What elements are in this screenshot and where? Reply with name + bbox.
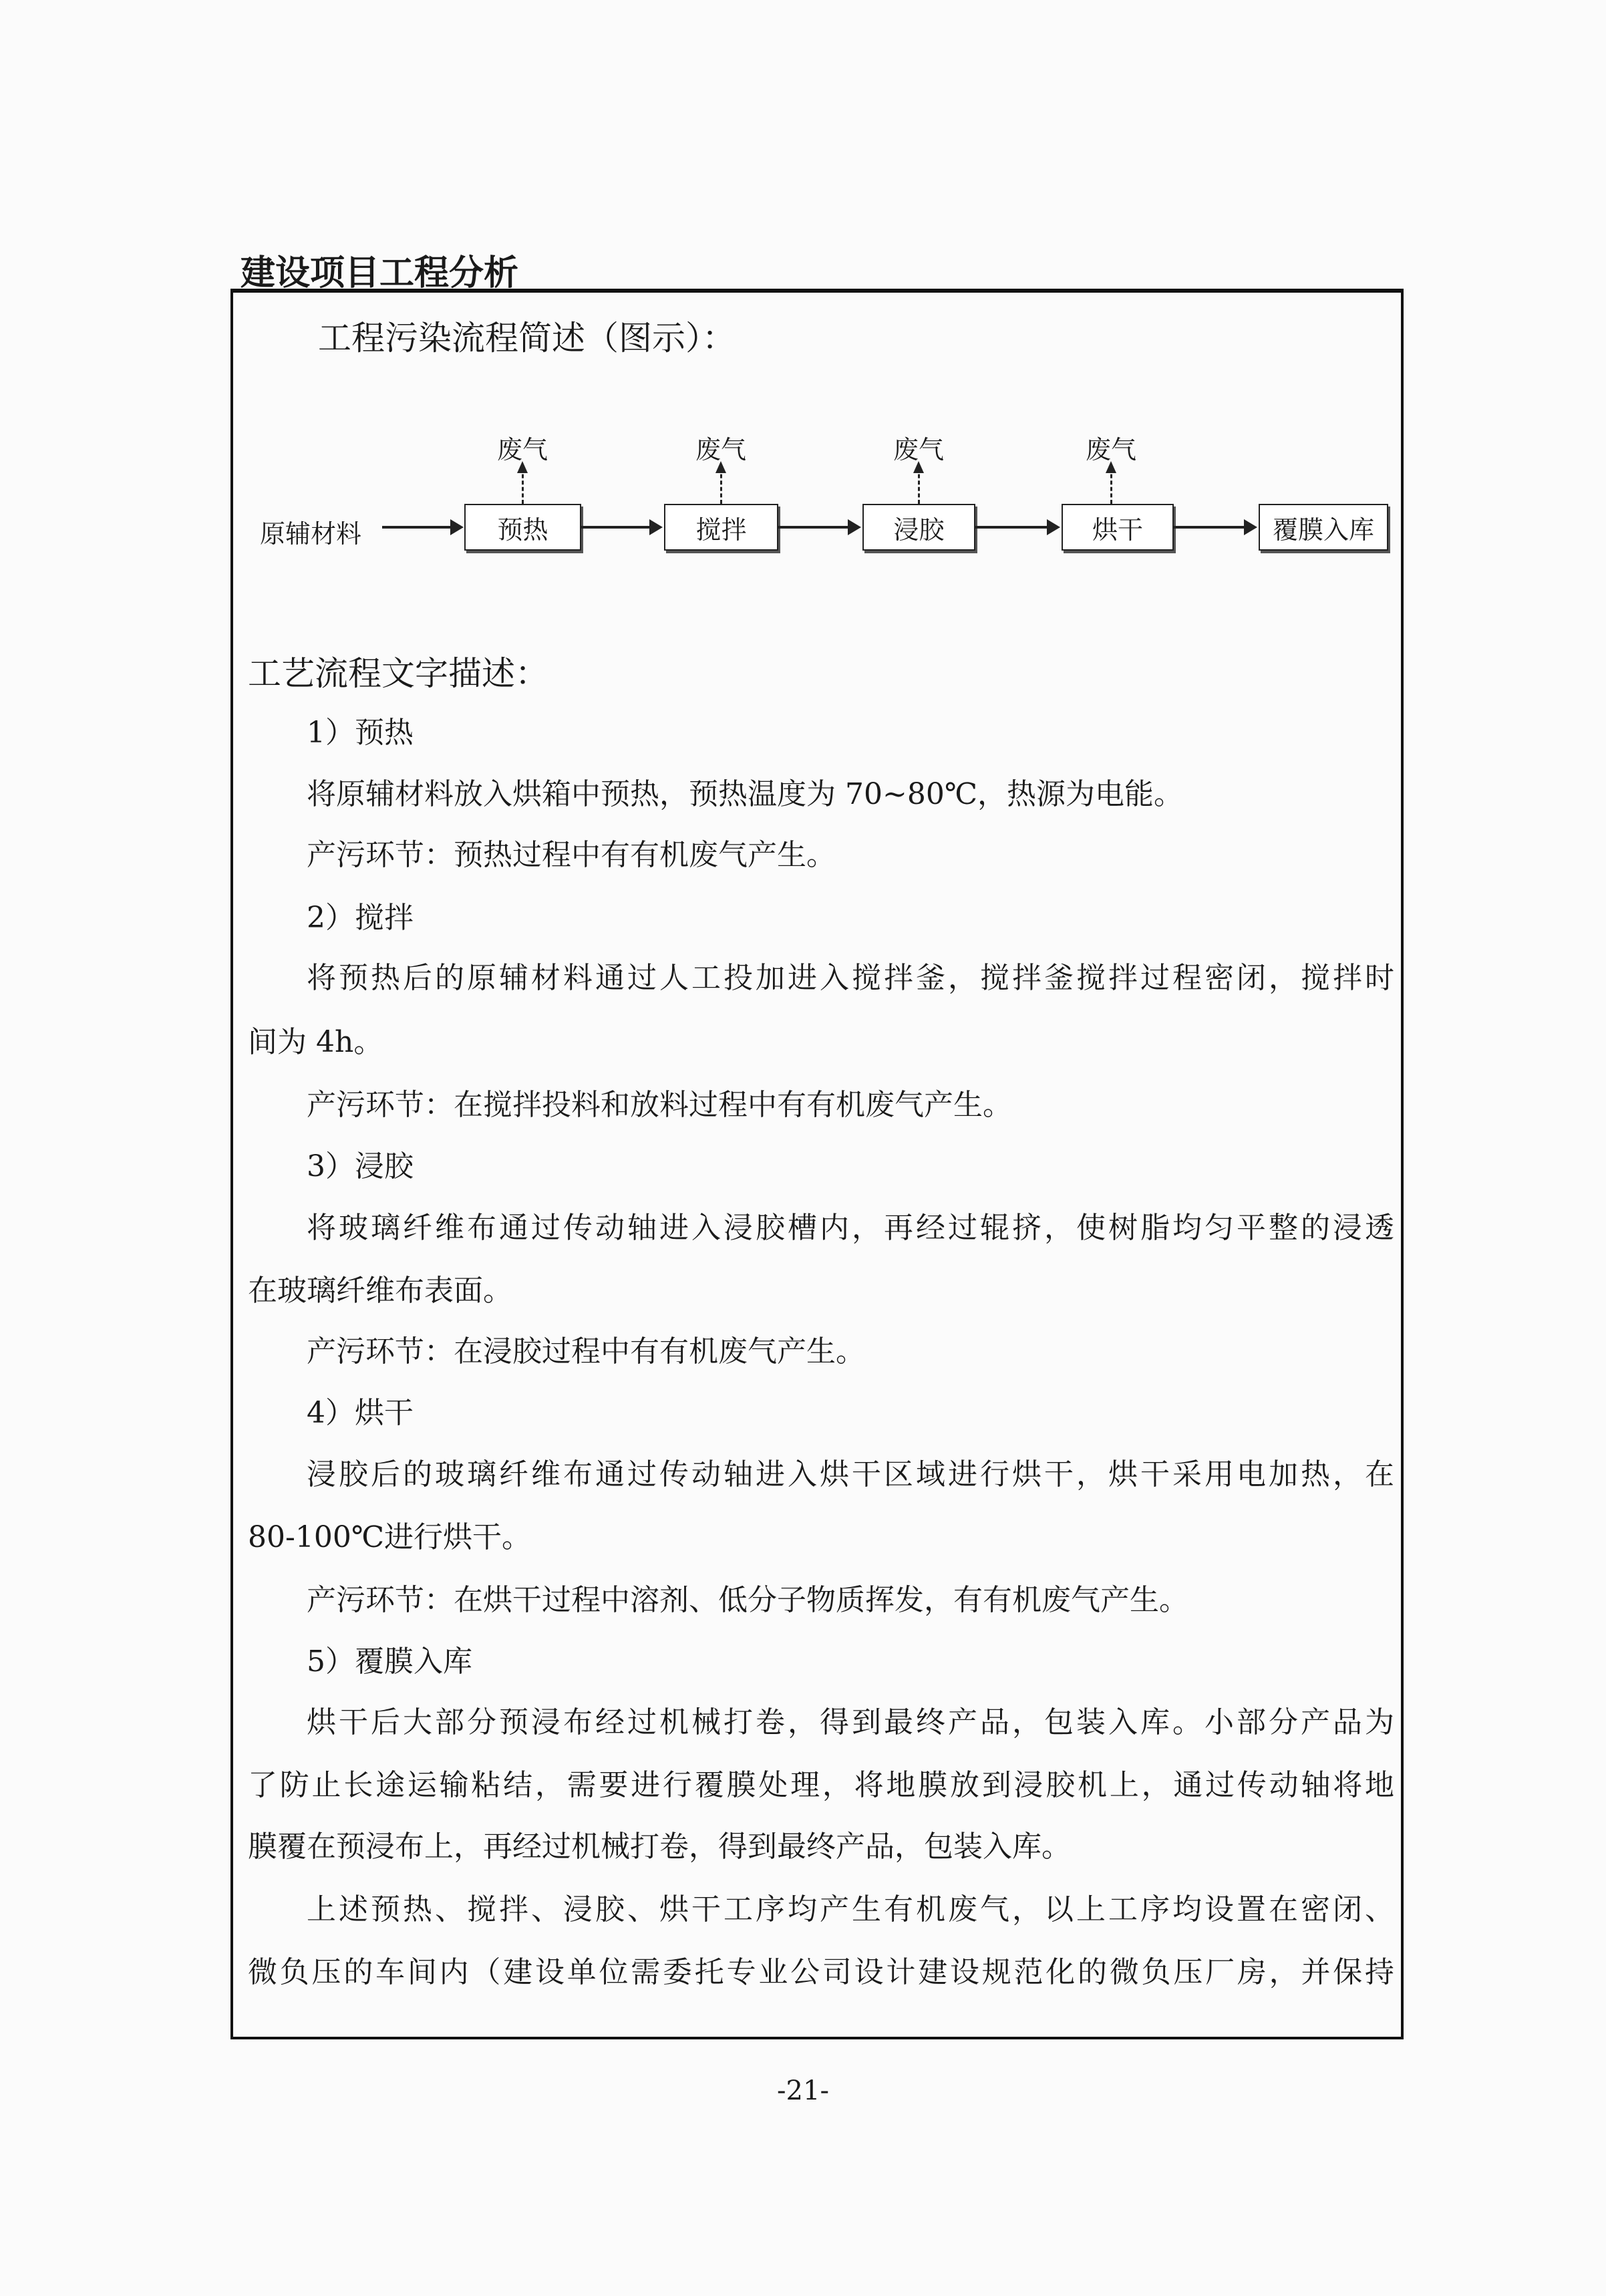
paragraph-line: 烘干后大部分预浸布经过机械打卷，得到最终产品，包装入库。小部分产品为 bbox=[307, 1705, 1394, 1739]
flow-arrow bbox=[778, 526, 858, 529]
flow-arrow bbox=[975, 526, 1058, 529]
step-heading: 4）烘干 bbox=[307, 1396, 414, 1430]
step-box-film-storage: 覆膜入库 bbox=[1259, 504, 1388, 551]
paragraph-line: 了防止长途运输粘结，需要进行覆膜处理，将地膜放到浸胶机上，通过传动轴将地 bbox=[248, 1768, 1394, 1802]
step-box-dry: 烘干 bbox=[1062, 504, 1174, 551]
step-heading: 3）浸胶 bbox=[307, 1149, 414, 1183]
flow-diagram-title: 工程污染流程简述（图示）： bbox=[318, 319, 736, 357]
paragraph-line: 微负压的车间内（建设单位需委托专业公司设计建设规范化的微负压厂房，并保持 bbox=[248, 1955, 1394, 1989]
emission-dash bbox=[522, 468, 524, 504]
pollution-line: 产污环节：在浸胶过程中有有机废气产生。 bbox=[307, 1334, 865, 1369]
emission-label: 废气 bbox=[496, 435, 548, 464]
step-heading: 1）预热 bbox=[307, 716, 414, 750]
emission-label: 废气 bbox=[893, 435, 944, 464]
step-box-dip: 浸胶 bbox=[862, 504, 975, 551]
pollution-line: 产污环节：在烘干过程中溶剂、低分子物质挥发，有有机废气产生。 bbox=[307, 1583, 1188, 1617]
paragraph-line: 将玻璃纤维布通过传动轴进入浸胶槽内，再经过辊挤，使树脂均匀平整的浸透 bbox=[307, 1211, 1394, 1245]
flow-arrow bbox=[1174, 526, 1255, 529]
flow-arrow bbox=[382, 526, 461, 529]
paragraph-line: 将原辅材料放入烘箱中预热，预热温度为 70~80℃，热源为电能。 bbox=[307, 777, 1184, 811]
page-number: -21- bbox=[777, 2075, 829, 2106]
emission-label: 废气 bbox=[1085, 435, 1136, 464]
paragraph-line: 间为 4h。 bbox=[248, 1025, 383, 1059]
emission-dash bbox=[918, 468, 920, 504]
paragraph-line: 将预热后的原辅材料通过人工投加进入搅拌釜，搅拌釜搅拌过程密闭，搅拌时 bbox=[307, 961, 1394, 995]
step-heading: 2）搅拌 bbox=[307, 901, 414, 935]
emission-dash bbox=[1110, 468, 1112, 504]
paragraph-line: 上述预热、搅拌、浸胶、烘干工序均产生有机废气，以上工序均设置在密闭、 bbox=[307, 1892, 1394, 1926]
section-title: 建设项目工程分析 bbox=[240, 253, 519, 293]
pollution-line: 产污环节：预热过程中有有机废气产生。 bbox=[307, 838, 836, 872]
paragraph-line: 膜覆在预浸布上，再经过机械打卷，得到最终产品，包装入库。 bbox=[248, 1830, 1071, 1864]
input-label: 原辅材料 bbox=[260, 519, 362, 549]
paragraph-line: 80-100℃进行烘干。 bbox=[248, 1520, 532, 1554]
step-box-stir: 搅拌 bbox=[664, 504, 778, 551]
emission-dash bbox=[720, 468, 722, 504]
pollution-line: 产污环节：在搅拌投料和放料过程中有有机废气产生。 bbox=[307, 1088, 1012, 1122]
paragraph-line: 在玻璃纤维布表面。 bbox=[248, 1274, 512, 1308]
emission-label: 废气 bbox=[695, 435, 746, 464]
paragraph-line: 浸胶后的玻璃纤维布通过传动轴进入烘干区域进行烘干，烘干采用电加热，在 bbox=[307, 1457, 1394, 1491]
step-heading: 5）覆膜入库 bbox=[307, 1644, 472, 1679]
step-box-preheat: 预热 bbox=[464, 504, 581, 551]
process-description-header: 工艺流程文字描述： bbox=[248, 654, 548, 693]
flow-arrow bbox=[581, 526, 660, 529]
